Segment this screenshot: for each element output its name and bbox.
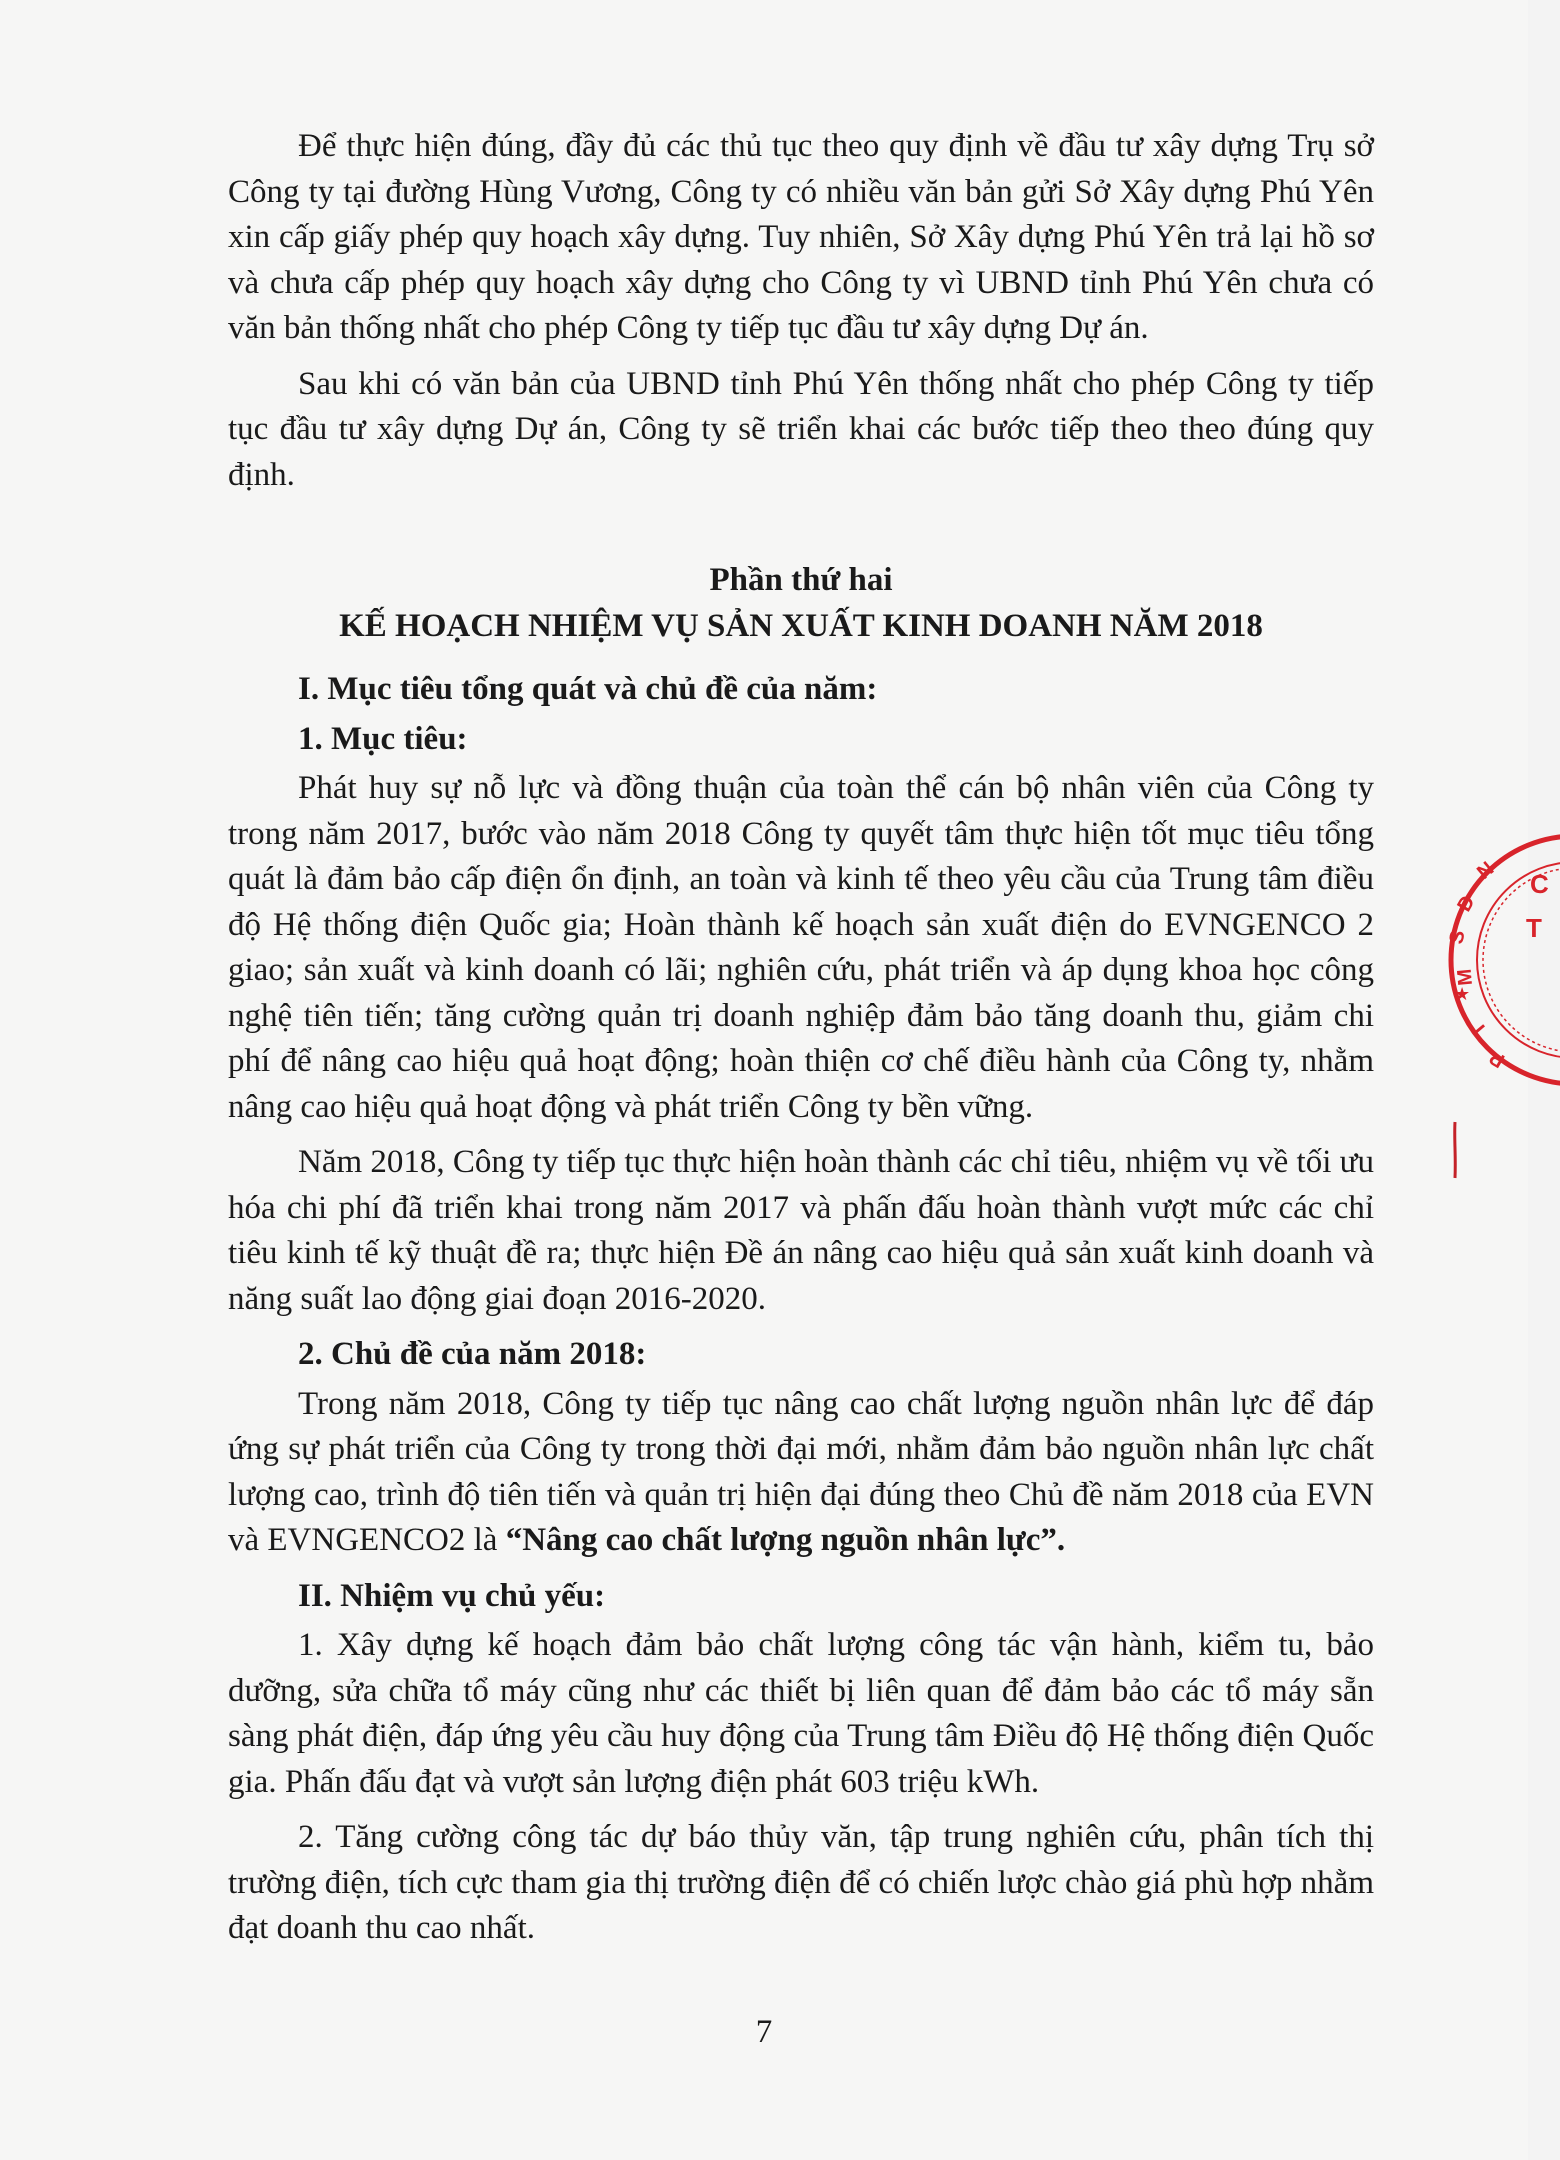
- theme-text: Trong năm 2018, Công ty tiếp tục nâng cao chất lượng nguồn nhân lực để đáp ứng sự phát triển của Công ty trong thời đại mới, nhằm đảm bảo nguồn nhân lực chất lượng cao, trình độ tiên tiến và quản trị hiện đại đúng theo Chủ đề năm 2018 của EVN và EVNGENCO2 là: [228, 1385, 1374, 1558]
- signature-mark: [1450, 1120, 1460, 1180]
- svg-text:M: M: [1453, 967, 1477, 987]
- paragraph: Để thực hiện đúng, đầy đủ các thủ tục theo quy định về đầu tư xây dựng Trụ sở Công ty tại đường Hùng Vương, Công ty có nhiều văn bản gửi Sở Xây dựng Phú Yên xin cấp giấy phép quy hoạch xây dựng. Tuy nhiên, Sở Xây dựng Phú Yên trả lại hồ sơ và chưa cấp phép quy hoạch xây dựng cho Công ty vì UBND tỉnh Phú Yên chưa có văn bản thống nhất cho phép Công ty tiếp tục đầu tư xây dựng Dự án.: [228, 128, 1374, 346]
- svg-text:D: D: [1453, 891, 1480, 916]
- part-title: KẾ HOẠCH NHIỆM VỤ SẢN XUẤT KINH DOANH NĂM 2018: [339, 607, 1263, 644]
- section-heading-1: I. Mục tiêu tổng quát và chủ đề của năm:: [298, 671, 878, 707]
- subsection-heading-1: 1. Mục tiêu:: [298, 720, 468, 757]
- task-item: 1. Xây dựng kế hoạch đảm bảo chất lượng công tác vận hành, kiểm tu, bảo dưỡng, sửa chữa tổ máy cũng như các thiết bị liên quan để đảm bảo các tổ máy sẵn sàng phát điện, đáp ứng yêu cầu huy động của Trung tâm Điều độ Hệ thống điện Quốc gia. Phấn đấu đạt và vượt sản lượng điện phát 603 triệu kWh.: [228, 1627, 1374, 1800]
- svg-text:T: T: [1467, 1017, 1492, 1041]
- svg-text:S: S: [1445, 928, 1470, 947]
- paragraph: Năm 2018, Công ty tiếp tục thực hiện hoàn thành các chỉ tiêu, nhiệm vụ về tối ưu hóa chi phí đã triển khai trong năm 2017 và phấn đấu hoàn thành vượt mức các chỉ tiêu kinh tế kỹ thuật đề ra; thực hiện Đề án nâng cao hiệu quả sản xuất kinh doanh và năng suất lao động giai đoạn 2016-2020.: [228, 1144, 1374, 1317]
- svg-text:N: N: [1473, 857, 1499, 884]
- svg-text:T: T: [1526, 913, 1542, 943]
- paragraph: Sau khi có văn bản của UBND tỉnh Phú Yên thống nhất cho phép Công ty tiếp tục đầu tư xây dựng Dự án, Công ty sẽ triển khai các bước tiếp theo theo đúng quy định.: [228, 365, 1374, 493]
- page-number: 7: [755, 2014, 773, 2050]
- svg-text:★: ★: [1454, 984, 1471, 1005]
- paragraph-theme: [228, 1382, 1374, 1564]
- task-item: 2. Tăng cường công tác dự báo thủy văn, tập trung nghiên cứu, phân tích thị trường điện, tích cực tham gia thị trường điện để có chiến lược chào giá phù hợp nhằm đạt doanh thu cao nhất.: [228, 1819, 1374, 1946]
- page-body: [228, 124, 1374, 1962]
- svg-text:C: C: [1530, 869, 1549, 899]
- theme-emphasis: “Nâng cao chất lượng nguồn nhân lực”.: [505, 1522, 1066, 1558]
- red-seal-stamp: [1440, 825, 1560, 1095]
- svg-text:P: P: [1485, 1045, 1509, 1072]
- paragraph: Phát huy sự nỗ lực và đồng thuận của toàn thể cán bộ nhân viên của Công ty trong năm 2017, bước vào năm 2018 Công ty quyết tâm thực hiện tốt mục tiêu tổng quát là đảm bảo cấp điện ổn định, an toàn và kinh tế theo yêu cầu của Trung tâm điều độ Hệ thống điện Quốc gia; Hoàn thành kế hoạch sản xuất điện do EVNGENCO 2 giao; sản xuất và kinh doanh có lãi; nghiên cứu, phát triển và áp dụng khoa học công nghệ tiên tiến; tăng cường quản trị doanh nghiệp đảm bảo tăng doanh thu, giảm chi phí để nâng cao hiệu quả hoạt động; hoàn thiện cơ chế điều hành của Công ty, nhằm nâng cao hiệu quả hoạt động và phát triển Công ty bền vững.: [228, 770, 1374, 1125]
- part-label: Phần thứ hai: [709, 562, 893, 598]
- subsection-heading-2: 2. Chủ đề của năm 2018:: [298, 1336, 647, 1372]
- seal-icon: [1440, 825, 1560, 1095]
- section-heading-2: II. Nhiệm vụ chủ yếu:: [298, 1577, 606, 1614]
